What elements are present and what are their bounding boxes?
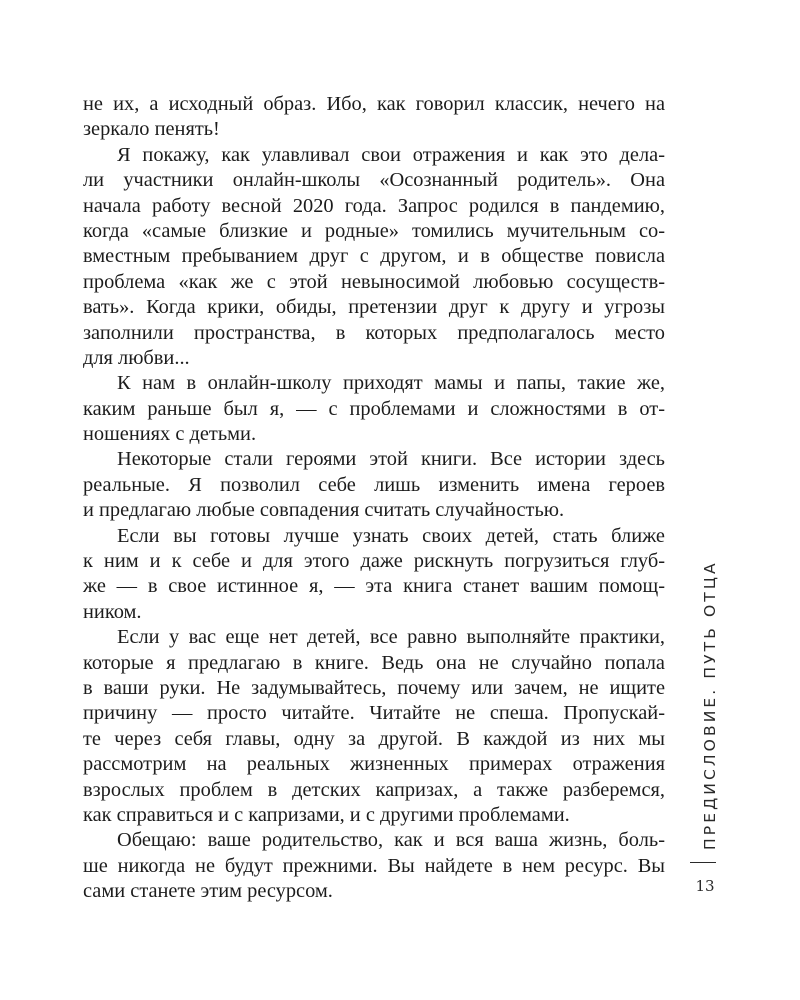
text-line: вать». Когда крики, обиды, претензии друг к другу и угрозы [83,296,665,319]
page-number: 13 [695,877,715,895]
text-line: ношениях с детьми. [83,423,257,446]
text-line: сами станете этим ресурсом. [83,880,333,903]
text-line: ше никогда не будут прежними. Вы найдете в нем ресурс. Вы [83,854,665,877]
text-line: взрослых проблем в детских капризах, а также разберемся, [83,778,665,801]
body-text [83,92,665,905]
text-line: и предлагаю любые совпадения считать случайностью. [83,499,565,522]
text-line: Некоторые стали героями этой книги. Все истории здесь [117,448,665,471]
text-line: Если у вас еще нет детей, все равно выполняйте практики, [117,626,665,649]
text-line: К нам в онлайн-школу приходят мамы и папы, такие же, [117,372,665,395]
text-line: заполнили пространства, в которых предполагалось место [83,321,665,344]
text-line: в ваши руки. Не задумывайтесь, почему или зачем, не ищите [83,676,665,699]
text-line: те через себя главы, одну за другой. В каждой из них мы [83,727,665,750]
text-line: Я покажу, как улавливал свои отражения и как это дела- [117,143,665,166]
text-line: же — в свое истинное я, — эта книга станет вашим помощ- [83,575,665,598]
text-line: зеркало пенять! [83,118,220,141]
text-line: ником. [83,600,142,623]
text-line: причину — просто читайте. Читайте не спеша. Пропускай- [83,702,665,725]
text-line: Если вы готовы лучше узнать своих детей, стать ближе [117,524,665,547]
text-line: ли участники онлайн-школы «Осознанный родитель». Она [83,169,665,192]
text-line: реальные. Я позволил себе лишь изменить имена героев [83,473,665,496]
text-line: не их, а исходный образ. Ибо, как говорил классик, нечего на [83,93,665,115]
text-line: Обещаю: ваше родительство, как и вся ваша жизнь, боль- [117,829,665,852]
text-line: для любви... [83,346,190,369]
text-line: к ним и к себе и для этого даже рискнуть погрузиться глуб- [83,550,665,573]
text-line: когда «самые близкие и родные» томились мучительным со- [83,219,665,242]
text-line: проблема «как же с этой невыносимой любовью сосуществ- [83,270,665,293]
text-line: рассмотрим на реальных жизненных примерах отражения [83,753,665,776]
running-head [690,560,730,858]
running-head-rule [690,862,716,863]
running-head-text: ПРЕДИСЛОВИЕ. ПУТЬ ОТЦА [701,560,719,850]
text-line: каким раньше был я, — с проблемами и сложностями в от- [83,397,665,420]
text-line: как справиться и с капризами, и с другими проблемами. [83,803,570,826]
text-line: вместным пребыванием друг с другом, и в обществе повисла [83,245,665,268]
text-line: начала работу весной 2020 года. Запрос родился в пандемию, [83,194,665,217]
text-line: которые я предлагаю в книге. Ведь она не случайно попала [83,651,665,674]
